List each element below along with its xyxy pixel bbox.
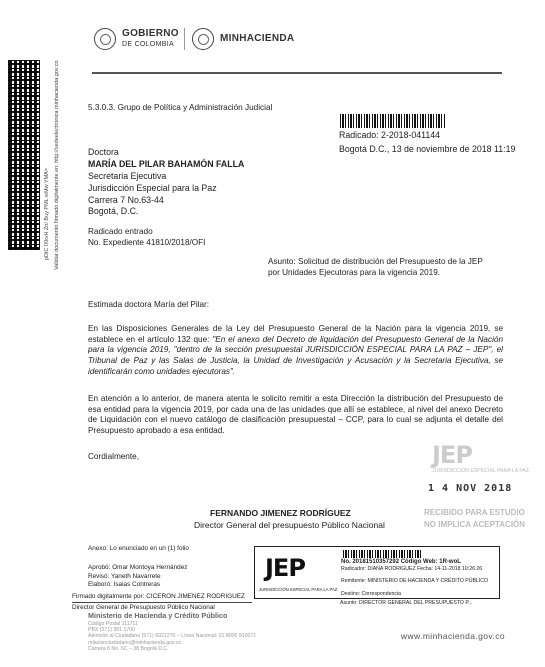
recipient-block [88,147,244,218]
annex: Anexo: Lo enunciado en un (1) folio [88,545,189,552]
closing: Cordialmente, [88,452,139,461]
minhacienda-logo [192,28,294,50]
related-block [88,226,205,248]
side-verify-text: Validar documento firmado digitalmente en: http://sedeelectronica.minhacienda.gov.co [54,60,60,270]
footer-addr5: Carrera 8 No. 6C – 38 Bogotá D.C. [88,645,169,652]
jep-stamp-subtitle: JURISDICCIÓN ESPECIAL PARA LA PAZ [432,468,530,474]
stamp-no-implica: NO IMPLICA ACEPTACIÓN [424,520,526,529]
stamp-recibido: RECIBIDO PARA ESTUDIO [424,508,525,517]
side-code: pDtC lXkvH Zn/ Buy PML wMw YMA= [44,167,50,260]
approvals [88,564,187,590]
footer-director: Director General de Presupuesto Público Nacional [72,604,215,611]
recipient-address: Carrera 7 No.63-44 [88,194,164,205]
related-line2: No. Expediente 41810/2018/OFI [88,238,206,248]
footer-addr1: Código Postal 111711 [88,621,138,627]
greeting: Estimada doctora María del Pilar: [88,300,210,309]
coat-of-arms-icon [94,28,116,50]
aprobo: Aprobó: Omar Montoya Hernández [88,564,188,571]
footer-addr2: PBX (571) 381 1700 [88,627,136,634]
footer-addr3: Atención al Ciudadano (571) 6021270 – Línea Nacional: 01 8000 910071 [88,633,257,640]
recipient-city: Bogotá, D.C. [88,206,139,217]
related-line1: Radicado entrado [88,227,153,236]
elaboro: Elaboró: Isaias Contreras [88,581,161,589]
recipient-role: Secretaria Ejecutiva [88,170,167,181]
footer-website[interactable]: www.minhacienda.gov.co [400,631,505,641]
footer-addr4: relacionciudadano@minhacienda.gov.co [88,639,182,646]
radicado-barcode [340,114,446,128]
recipient-name: MARÍA DEL PILAR BAHAMÓN FALLA [88,158,245,169]
logo-line2: DE COLOMBIA [122,40,174,48]
recipient-org: Jurisdicción Especial para la Paz [88,182,217,193]
asunto: Asunto: Solicitud de distribución del Presupuesto de la JEP por Unidades Ejecutoras para la vigencia 2019. [268,257,483,278]
entry-remitente: Remitente: MINISTERIO DE HACIENDA Y CRÉDITO PÚBLICO [341,578,489,584]
signed-by-rule [72,602,252,603]
paragraph-1-plain: En las Disposiciones Generales de la Ley del Presupuesto General de la Nación para la vigencia 2019, se establece en el artículo 132 que: [88,324,503,344]
group-label: 5.3.0.3. Grupo de Política y Administración Judicial [88,103,273,112]
signed-by: Firmado digitalmente por: CICERON JIMENEZ RODRIGUEZ [72,593,245,600]
signer-title: Director General del presupuesto Público Nacional [194,520,385,530]
paragraph-1 [88,324,503,377]
footer-ministry: Ministerio de Hacienda y Crédito Público [88,611,228,620]
recipient-salutation: Doctora [88,147,119,157]
logo-divider [184,28,185,50]
entry-destino: Destino: Correspondencia [341,591,401,597]
footer-address [88,621,256,652]
coat-of-arms-icon [192,28,214,50]
header-rule [92,72,502,74]
jep-entry-logo: JEP [265,554,305,582]
entry-asunto: Asunto: DIRECTOR GENERAL DEL PRESUPUESTO P... [340,600,473,606]
qr-code [8,60,40,250]
place-date: Bogotá D.C., 13 de noviembre de 2018 11:19 [339,144,516,154]
jep-entry-subtitle: JURISDICCIÓN ESPECIAL PARA LA PAZ [259,587,338,592]
stamp-date: 1 4 NOV 2018 [428,483,513,494]
paragraph-1-quote: "En el anexo del Decreto de liquidación del Presupuesto General de la Nación para la vigencia 2019, "dentro de la sección presupuestal JURISDICCIÓN ESPECIAL PARA LA PAZ – JEP", el Tribunal de Paz y las Salas de Justicia, la Unidad de Investigación y Acusación y la Secretaria Ejecutiva, se identificarán como unidades ejecutoras". [88,334,504,376]
jep-entry-label [254,546,500,599]
radicado-number: Radicado: 2-2018-041144 [339,130,441,140]
entry-radicador: Radicador: DIANA RODRIGUEZ Fecha: 14-11-2018 10:26:26 [341,566,483,572]
gobierno-logo [94,28,179,50]
signer-name: FERNANDO JIMENEZ RODRÍGUEZ [210,508,351,518]
entry-number: No. 20181510357292 Código Web: 1R-woL [341,559,461,565]
reviso: Revisó: Yaneth Navarrete [88,572,161,580]
paragraph-2: En atención a lo anterior, de manera atenta le solicito remitir a esta Dirección la distribución del Presupuesto de esa entidad para la vigencia 2019, por cada una de las unidades que allí se establece, al nivel del anexo Decreto de Liquidación con el nuevo catálogo de clasificación presupuestal – CCP, para lo cual se adjunta el detalle del Presupuesto aprobado a esa entidad. [88,394,503,435]
entry-barcode [343,550,423,558]
logo-line1: GOBIERNO [122,28,179,40]
jep-stamp-logo: JEP [432,441,472,469]
minhacienda-label: MINHACIENDA [220,32,295,44]
